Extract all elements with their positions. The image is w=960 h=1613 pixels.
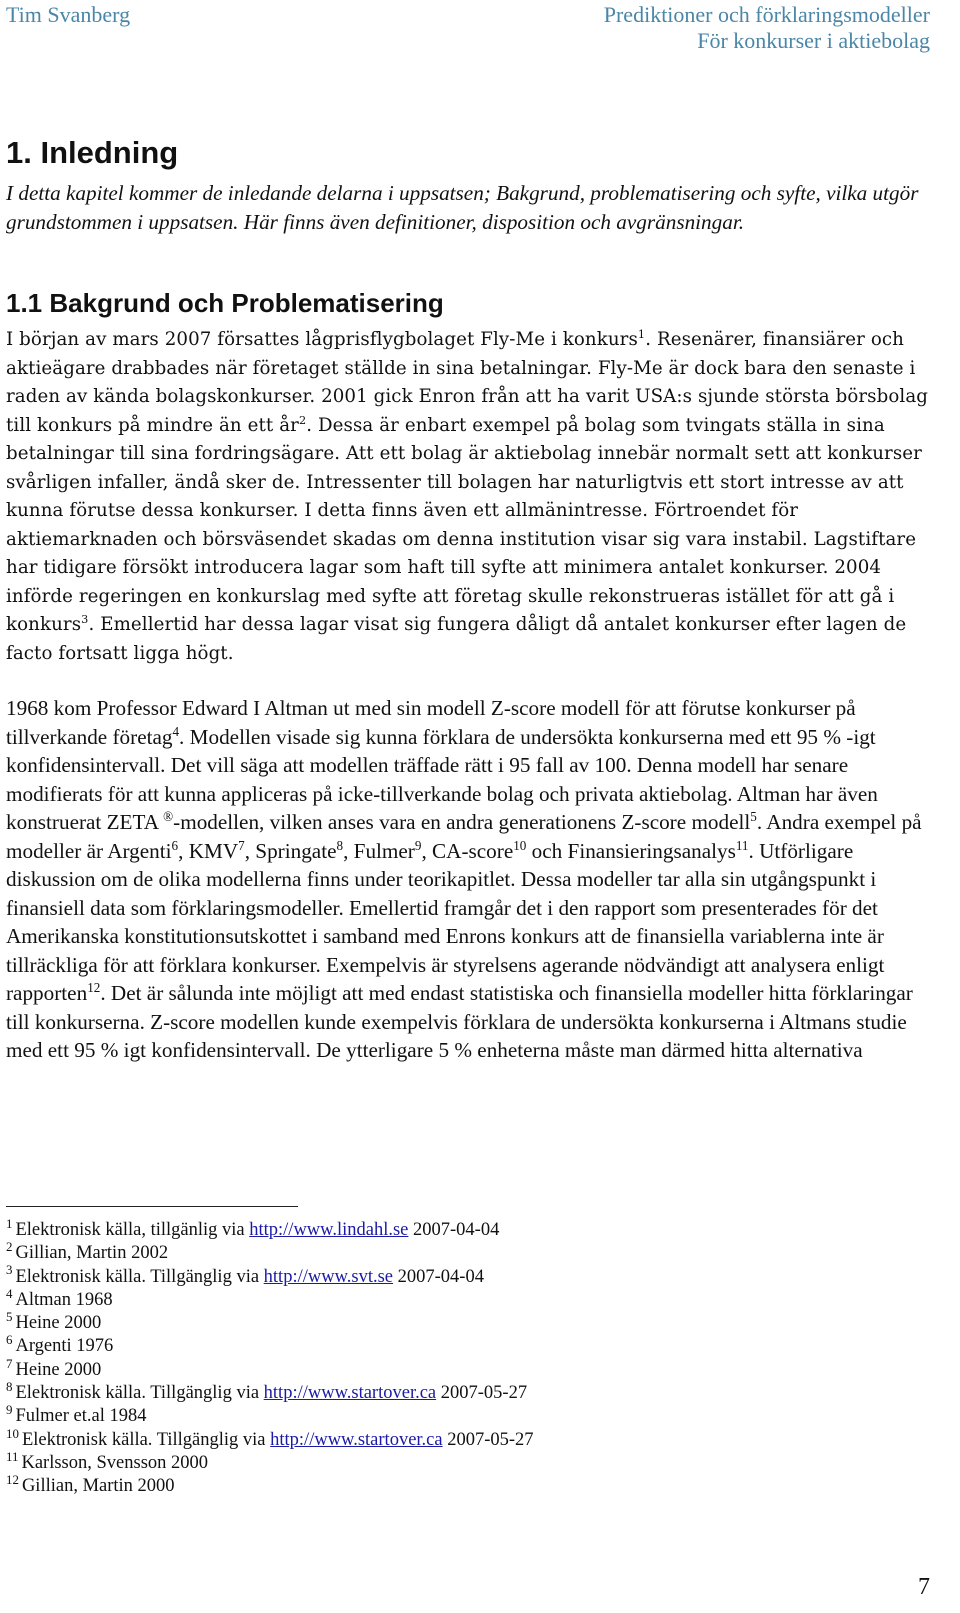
footnote-ref-2[interactable]: 2 <box>298 413 307 427</box>
footnote-separator <box>6 1206 298 1207</box>
footnote-link[interactable]: http://www.lindahl.se <box>249 1220 409 1240</box>
main-content <box>6 135 930 1065</box>
footnote-2: $^2$ Gillian, Martin 2002 <box>6 1239 169 1264</box>
header-title-line-1: Prediktioner och förklaringsmodeller <box>603 2 930 27</box>
chapter-intro: I detta kapitel kommer de inledande delarna i uppsatsen; Bakgrund, problematisering och syfte, vilka utgör grundstommen i uppsatsen. Här finns även definitioner, disposition och avgränsningar. <box>6 181 919 234</box>
footnote-4: $^4$ Altman 1968 <box>6 1285 113 1310</box>
footnote-5: $^5$ Heine 2000 <box>6 1309 102 1334</box>
footnote-10: $^{10}$ Elektronisk källa. Tillgänglig via http://www.startover.ca 2007-05-27 <box>6 1425 534 1450</box>
section-heading: 1.1 Bakgrund och Problematisering <box>6 288 444 318</box>
running-header <box>6 2 930 56</box>
footnote-ref-1[interactable]: 1 <box>637 328 646 342</box>
header-title-line-2: För konkurser i aktiebolag <box>697 28 930 53</box>
paragraph-1: I början av mars 2007 försattes lågprisflygbolaget Fly-Me i konkurs$^1$. Resenärer, finansiärer och aktieägare drabbades när företaget ställde in sina betalningar. Fly-Me är dock bara den senaste i raden av kända bolagskonkurser. 2001 gick Enron från att ha varit USA:s sjunde största börsbolag till konkurs på mindre än ett $år^2$. Dessa är enbart exempel på bolag som tvingats ställa in sina betalningar till sina fordringsägare. Att ett bolag är aktiebolag innebär normalt sett att konkurser svårligen infaller, ändå sker de. Intressenter till bolagen har naturligtvis ett stort intresse av att kunna förutse dessa konkurser. I detta finns även ett allmänintresse. Förtroendet för aktiemarknaden och börsväsendet skadas om denna institution visar sig vara instabil. Lagstiftare har tidigare försökt introducera lagar som haft till syfte att minimera antalet konkurser. 2004 införde regeringen en konkurslag med syfte att företag skulle rekonstrueras istället för att gå i konkurs$^3$. Emellertid har dessa lagar visat sig fungera dåligt då antalet konkurser efter lagen de facto fortsatt ligga högt. <box>6 328 929 664</box>
footnote-link[interactable]: http://www.startover.ca <box>263 1383 437 1404</box>
footnote-8: $^8$ Elektronisk källa. Tillgänglig via http://www.startover.ca 2007-05-27 <box>6 1378 528 1404</box>
footnote-ref-7[interactable]: 7 <box>238 837 245 853</box>
footnote-11: $^{11}$ Karlsson, Svensson 2000 <box>6 1448 209 1473</box>
chapter-heading: 1. Inledning <box>6 135 179 170</box>
footnote-ref-10[interactable]: 10 <box>513 837 527 853</box>
footnote-ref-4[interactable]: 4 <box>172 723 180 739</box>
footnote-link[interactable]: http://www.svt.se <box>263 1266 394 1287</box>
footnote-ref-9[interactable]: 9 <box>414 837 422 853</box>
footnote-ref-5[interactable]: 5 <box>750 809 757 825</box>
registered-mark: ® <box>163 809 174 825</box>
footnote-1: $^1$ Elektronisk källa, tillgänlig via http://www.lindahl.se 2007-04-04 <box>6 1215 500 1240</box>
footnote-link[interactable]: http://www.startover.ca <box>270 1429 443 1450</box>
footnotes <box>6 1215 930 1499</box>
footnote-6: $^6$ Argenti 1976 <box>6 1332 114 1357</box>
footnote-9: $^9$ Fulmer et.al 1984 <box>6 1402 147 1427</box>
footnote-12: $^{12}$ Gillian, Martin 2000 <box>6 1472 175 1497</box>
page-number: 7 <box>918 1574 930 1600</box>
footnote-3: $^3$ Elektronisk källa. Tillgänglig via http://www.svt.se 2007-04-04 <box>6 1262 484 1287</box>
header-author: Tim Svanberg <box>6 2 131 27</box>
footnote-ref-6[interactable]: 6 <box>171 837 179 853</box>
footnote-ref-11[interactable]: 11 <box>735 837 749 853</box>
header-title <box>604 2 930 54</box>
paragraph-2: 1968 kom Professor Edward I Altman ut med sin modell Z-score modell för att förutse konkurser på tillverkande företag$^4$. Modellen visade sig kunna förklara de undersökta konkurserna med ett 95 % -igt konfidensintervall. Det vill säga att modellen träffade rätt i 95 fall av 100. Denna modell har senare modifierats för att kunna appliceras på icke-tillverkande bolag och privata aktiebolag. Altman har även konstruerat ZETA ®-modellen, vilken anses vara en andra generationens Z-score modell$^5$. Andra exempel på modeller är Argenti$^6$, KMV$^7$, Springate$^8$, Fulmer$^9$, CA-score$^{10}$ och Finansieringsanalys$^{11}$. Utförligare diskussion om de olika modellerna finns under teorikapitlet. Dessa modeller tar alla sin utgångspunkt i finansiell data som förklaringsmodeller. Emellertid framgår det i den rapport som presenterades för det Amerikanska konstitutionsutskottet i samband med Enrons konkurs att de finansiella variablerna inte är tillräckliga för att förklara konkurser. Exempelvis är styrelsens agerande nödvändigt att analysera enligt rapporten$^{12}$. Det är sålunda inte möjligt att med endast statistiska och finansiella modeller hitta förklaringar till konkurserna. Z-score modellen kunde exempelvis förklara de undersökta konkurserna i Altmans studie med ett 95 % igt konfidensintervall. De ytterligare 5 % enheterna måste man därmed hitta alternativa <box>6 696 922 1062</box>
footnote-ref-12[interactable]: 12 <box>87 980 101 996</box>
footnote-ref-3[interactable]: 3 <box>81 613 89 627</box>
footnote-ref-8[interactable]: 8 <box>336 837 344 853</box>
footnote-7: $^7$ Heine 2000 <box>6 1355 102 1380</box>
